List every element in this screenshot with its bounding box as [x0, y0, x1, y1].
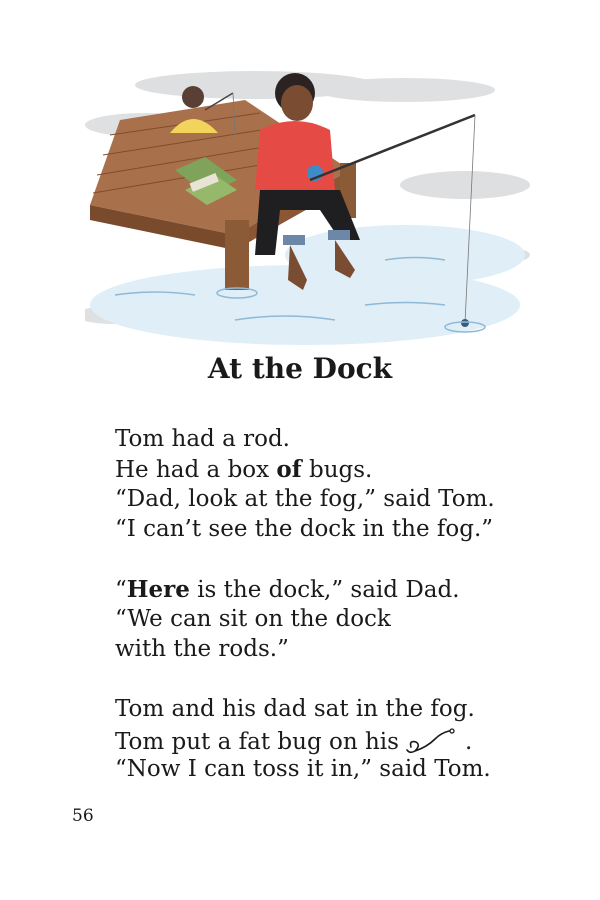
- stanza3-line3: “Now I can toss it in,” said Tom.: [115, 756, 491, 782]
- stanza2-line3: with the rods.”: [115, 636, 289, 662]
- stanza3-line1: Tom and his dad sat in the fog.: [115, 696, 475, 722]
- stanza1-line2: He had a box of bugs.: [115, 456, 373, 483]
- bold-word-of: of: [276, 456, 302, 483]
- stanza3-line2: Tom put a fat bug on his .: [115, 729, 473, 755]
- stanza1-line1: Tom had a rod.: [115, 426, 290, 452]
- stanza2-line1: “Here is the dock,” said Dad.: [115, 576, 460, 603]
- bold-word-here: Here: [126, 576, 190, 603]
- fish-hook-icon: [405, 728, 463, 754]
- water: [90, 225, 525, 345]
- stanza1-line3: “Dad, look at the fog,” said Tom.: [115, 486, 495, 512]
- story-title: At the Dock: [207, 352, 393, 385]
- fishing-dock-illustration: [85, 55, 530, 345]
- page-number: 56: [72, 806, 94, 826]
- stanza1-line4: “I can’t see the dock in the fog.”: [115, 516, 494, 542]
- stanza2-line2: “We can sit on the dock: [115, 606, 391, 632]
